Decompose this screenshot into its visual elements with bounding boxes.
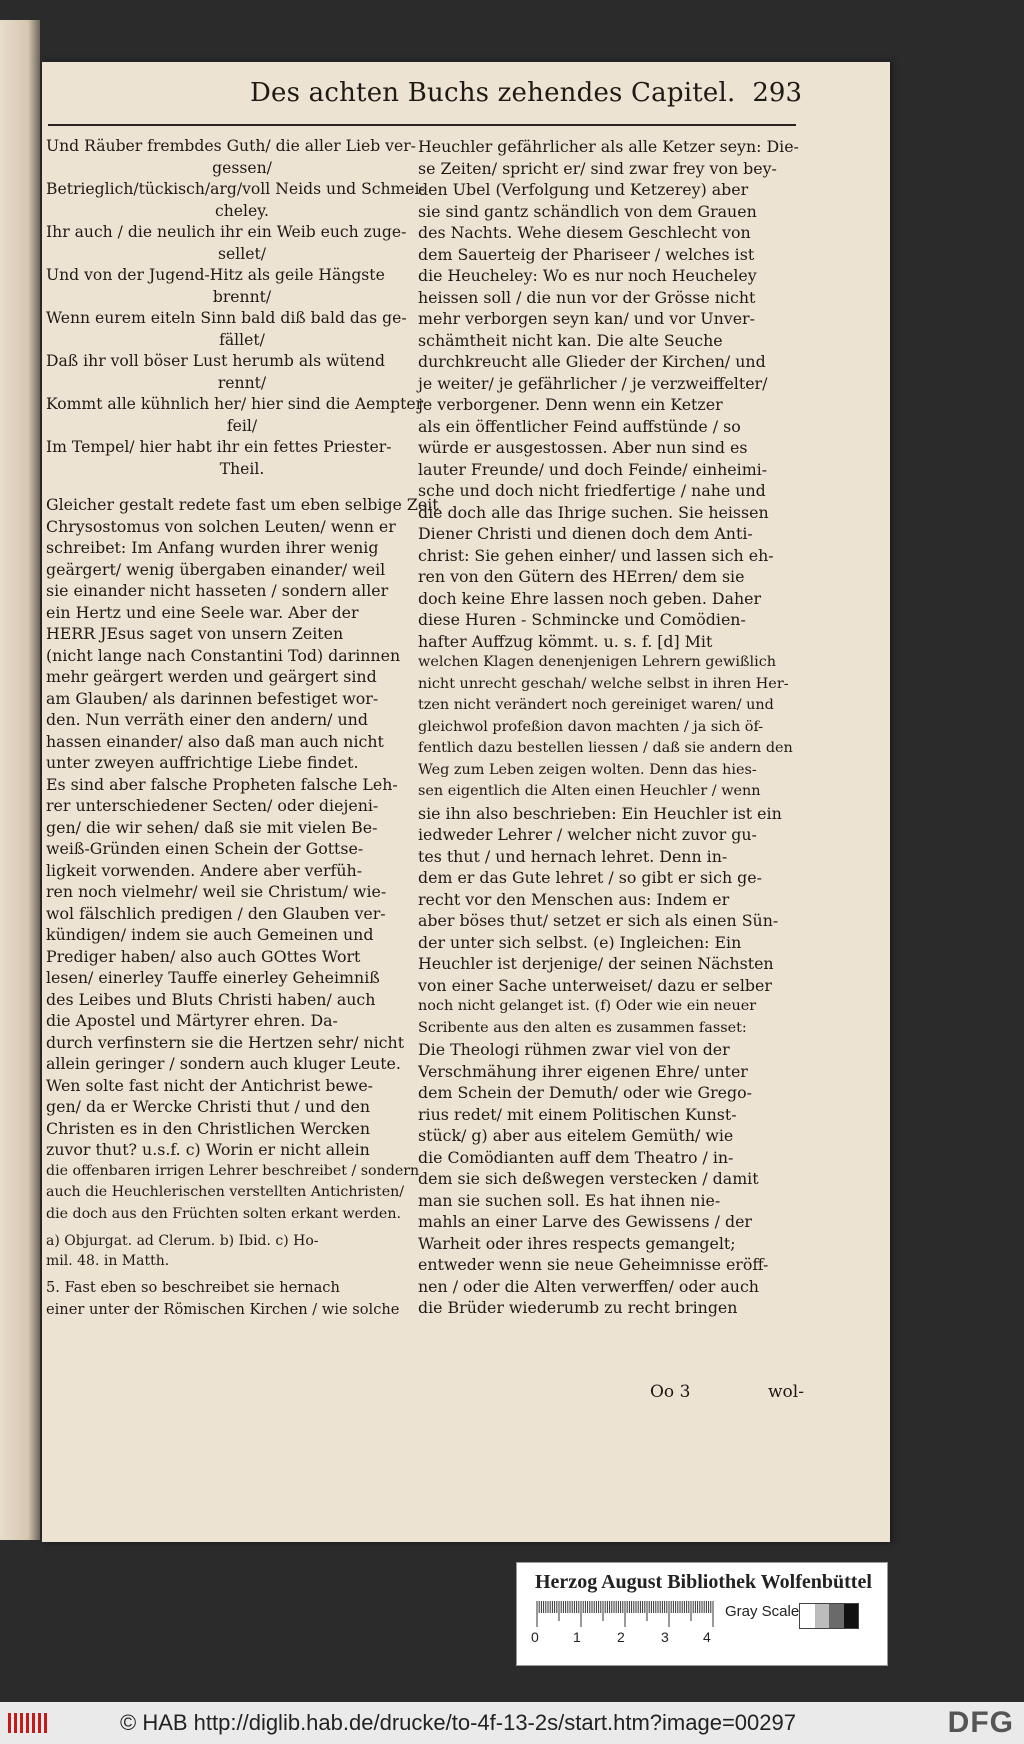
verse-line: Kommt alle kühnlich her/ hier sind die Aempter	[46, 395, 424, 413]
left-column	[46, 136, 439, 1320]
ruler-number: 1	[573, 1629, 581, 1645]
text-line: ren noch vielmehr/ weil sie Christum/ wie-	[46, 882, 387, 901]
text-line: Diener Christi und dienen doch dem Anti-	[418, 524, 753, 543]
text-line: mehr verborgen seyn kan/ und vor Unver-	[418, 309, 755, 328]
text-line: ein Hertz und eine Seele war. Aber der	[46, 602, 359, 622]
text-line: gen/ die wir sehen/ daß sie mit vielen Be-	[46, 817, 378, 837]
footnotes	[46, 1231, 398, 1271]
text-line: rius redet/ mit einem Politischen Kunst-	[418, 1104, 737, 1124]
text-line: recht vor den Menschen aus: Indem er	[418, 889, 730, 909]
signature-mark: Oo 3	[650, 1382, 691, 1402]
verse-block	[46, 136, 425, 480]
text-line: den. Nun verräth einer den andern/ und	[46, 710, 368, 729]
text-line: doch keine Ehre lassen noch geben. Daher	[418, 588, 762, 608]
catchword: wol-	[768, 1382, 804, 1402]
text-line: se Zeiten/ spricht er/ sind zwar frey von bey-	[418, 158, 777, 178]
text-line: des Nachts. Wehe diesem Geschlecht von	[418, 223, 751, 242]
text-line: tzen nicht verändert noch gereiniget waren/ und	[418, 697, 774, 713]
text-line: des Leibes und Bluts Christi haben/ auch	[46, 989, 376, 1009]
ruler-numbers	[531, 1629, 721, 1649]
ruler-number: 0	[531, 1629, 539, 1645]
text-line: schämtheit nicht kan. Die alte Seuche	[418, 330, 723, 350]
verse-line: Ihr auch / die neulich ihr ein Weib euch zuge-	[46, 223, 407, 241]
verse-line: Betrieglich/tückisch/arg/voll Neids und Schmei-	[46, 180, 425, 198]
right-column	[418, 136, 799, 1319]
text-line: hafter Auffzug kömmt. u. s. f. [d] Mit	[418, 631, 713, 651]
text-line: gleichwol profeßion davon machten / ja sich öf-	[418, 718, 764, 735]
text-line: die doch alle das Ihrige suchen. Sie heissen	[418, 502, 769, 522]
text-line: die Comödianten auff dem Theatro / in-	[418, 1147, 734, 1167]
library-label	[516, 1562, 888, 1666]
header-rule	[48, 124, 796, 126]
text-line: sche und doch nicht friedfertige / nahe und	[418, 481, 766, 500]
verse-line: Im Tempel/ hier habt ihr ein fettes Priester-	[46, 438, 392, 456]
text-line: welchen Klagen denenjenigen Lehrern gewißlich	[418, 654, 777, 670]
page-number: 293	[752, 78, 802, 108]
footnote-line: a) Objurgat. ad Clerum. b) Ibid. c) Ho-	[46, 1233, 319, 1249]
text-line: lauter Freunde/ und doch Feinde/ einheimi-	[418, 459, 768, 479]
text-line: durchkreucht alle Glieder der Kirchen/ und	[418, 352, 766, 371]
hab-logo-icon	[6, 1710, 50, 1736]
text-line: allein geringer / sondern auch kluger Leute.	[46, 1054, 401, 1073]
text-line: Gleicher gestalt redete fast um eben selbige Zeit	[46, 495, 439, 514]
text-line: sie ihn also beschrieben: Ein Heuchler ist ein	[418, 803, 782, 823]
text-line: Heuchler ist derjenige/ der seinen Nächsten	[418, 954, 774, 973]
text-line: (nicht lange nach Constantini Tod) darinnen	[46, 645, 401, 665]
text-line: je verborgener. Denn wenn ein Ketzer	[418, 395, 723, 414]
verse-line: Und von der Jugend-Hitz als geile Hängste	[46, 266, 385, 284]
gray-scale-swatch	[799, 1603, 859, 1629]
text-line: iedweder Lehrer / welcher nicht zuvor gu-	[418, 825, 757, 844]
dfg-logo: DFG	[947, 1706, 1014, 1739]
text-line: noch nicht gelanget ist. (f) Oder wie ein neuer	[418, 998, 757, 1014]
text-line: nicht unrecht geschah/ welche selbst in ihren Her-	[418, 675, 789, 692]
text-line: lesen/ einerley Tauffe einerley Geheimniß	[46, 968, 380, 987]
text-line: Heuchler gefährlicher als alle Ketzer seyn: Die-	[418, 137, 799, 156]
text-line: Es sind aber falsche Propheten falsche Leh-	[46, 774, 398, 794]
text-line: als ein öffentlicher Feind auffstünde / so	[418, 416, 741, 436]
text-line: HERR JEsus saget von unsern Zeiten	[46, 624, 344, 643]
gray-scale-label: Gray Scale	[725, 1603, 800, 1620]
verse-line: Daß ihr voll böser Lust herumb als wütend	[46, 352, 386, 370]
page-header	[210, 72, 810, 112]
verse-continuation: Theil.	[219, 459, 265, 478]
text-line: christ: Sie gehen einher/ und lassen sich eh-	[418, 545, 774, 565]
verse-continuation: sellet/	[218, 244, 266, 263]
text-line: ren von den Gütern des HErren/ dem sie	[418, 567, 745, 586]
verse-continuation: brennt/	[212, 287, 272, 306]
text-line: zuvor thut? u.s.f. c) Worin er nicht allein	[46, 1140, 370, 1159]
text-line: Warheit oder ihres respects gemangelt;	[418, 1233, 736, 1253]
text-line: die Apostel und Märtyrer ehren. Da-	[46, 1011, 338, 1030]
text-line: rer unterschiedener Secten/ oder diejeni-	[46, 796, 379, 815]
text-line: mahls an einer Larve des Gewissens / der	[418, 1212, 752, 1231]
text-line: stück/ g) aber aus eitelem Gemüth/ wie	[418, 1126, 734, 1145]
text-line: mehr geärgert werden und geärgert sind	[46, 667, 377, 686]
text-line: dem er das Gute lehret / so gibt er sich ge-	[418, 868, 762, 887]
text-line: tes thut / und hernach lehret. Denn in-	[418, 846, 728, 866]
verse-continuation: rennt/	[217, 373, 267, 392]
verse-continuation: feil/	[226, 416, 258, 435]
text-line: Chrysostomus von solchen Leuten/ wenn er	[46, 516, 396, 536]
text-line: aber böses thut/ setzet er sich als einen Sün-	[418, 911, 779, 930]
copyright-url[interactable]: © HAB http://diglib.hab.de/drucke/to-4f-13-2s/start.htm?image=00297	[120, 1710, 796, 1735]
text-line: man sie suchen soll. Es hat ihnen nie-	[418, 1190, 721, 1210]
ruler-number: 3	[661, 1629, 669, 1645]
text-line: am Glauben/ als darinnen befestiget wor-	[46, 688, 379, 708]
ruler-scale	[535, 1601, 715, 1629]
text-line: gen/ da er Wercke Christi thut / und den	[46, 1097, 371, 1116]
text-line: kündigen/ indem sie auch Gemeinen und	[46, 925, 374, 944]
verse-line: Und Räuber frembdes Guth/ die aller Lieb ver-	[46, 137, 416, 155]
text-line: je weiter/ je gefährlicher / je verzweiffelter/	[418, 373, 768, 393]
text-line: Prediger haben/ also auch GOttes Wort	[46, 946, 361, 966]
ruler-number: 2	[617, 1629, 625, 1645]
text-line: diese Huren - Schmincke und Comödien-	[418, 610, 746, 629]
text-line: nen / oder die Alten verwerffen/ oder auch	[418, 1276, 759, 1296]
text-line: dem sie sich deßwegen verstecken / damit	[418, 1169, 759, 1188]
text-line: dem Schein der Demuth/ oder wie Grego-	[418, 1083, 752, 1102]
verse-line: Wenn eurem eiteln Sinn bald diß bald das ge-	[46, 309, 407, 327]
text-line: 5. Fast eben so beschreibet sie hernach	[46, 1279, 340, 1296]
text-line: wol fälschlich predigen / den Glauben ver-	[46, 903, 386, 923]
text-line: durch verfinstern sie die Hertzen sehr/ nicht	[46, 1032, 405, 1052]
text-line: Verschmähung ihrer eigenen Ehre/ unter	[418, 1061, 748, 1081]
footnote-line: mil. 48. in Matth.	[46, 1253, 170, 1269]
text-line: sie sind gantz schändlich von dem Grauen	[418, 201, 757, 221]
text-line: schreibet: Im Anfang wurden ihrer wenig	[46, 538, 379, 557]
text-line: Weg zum Leben zeigen wolten. Denn das hies-	[418, 761, 757, 778]
text-line: heissen soll / die nun vor der Grösse nicht	[418, 287, 756, 307]
text-line: den Ubel (Verfolgung und Ketzerey) aber	[418, 180, 749, 199]
text-line: sen eigentlich die Alten einen Heuchler / wenn	[418, 783, 761, 799]
ruler-number: 4	[703, 1629, 711, 1645]
text-line: würde er ausgestossen. Aber nun sind es	[418, 438, 748, 457]
book-edge	[0, 20, 40, 1540]
text-line: Christen es in den Christlichen Wercken	[46, 1118, 371, 1138]
text-line: entweder wenn sie neue Geheimnisse eröff-	[418, 1255, 769, 1274]
text-line: auch die Heuchlerischen verstellten Antichristen/	[46, 1184, 405, 1200]
text-line: geärgert/ wenig übergaben einander/ weil	[46, 559, 386, 579]
text-line: fentlich dazu bestellen liessen / daß sie andern den	[418, 740, 793, 756]
verse-continuation: cheley.	[215, 201, 269, 220]
text-line: Die Theologi rühmen zwar viel von der	[418, 1040, 730, 1059]
text-line: Scribente aus den alten es zusammen fasset:	[418, 1019, 747, 1036]
section-start	[46, 1277, 398, 1320]
text-line: hassen einander/ also daß man auch nicht	[46, 731, 384, 751]
text-line: ligkeit vorwenden. Andere aber verfüh-	[46, 860, 363, 880]
library-name: Herzog August Bibliothek Wolfenbüttel	[535, 1571, 872, 1593]
text-line: einer unter der Römischen Kirchen / wie solche	[46, 1300, 400, 1318]
footer-bar	[0, 1702, 1024, 1744]
prose-paragraph	[46, 494, 439, 1225]
verse-continuation: gessen/	[212, 158, 272, 177]
text-line: unter zweyen auffrichtige Liebe findet.	[46, 753, 359, 772]
text-line: von einer Sache unterweiset/ dazu er selber	[418, 975, 772, 995]
text-line: Wen solte fast nicht der Antichrist bewe-	[46, 1075, 374, 1095]
text-line: weiß-Gründen einen Schein der Gottse-	[46, 839, 364, 858]
running-title: Des achten Buchs zehendes Capitel.	[250, 78, 736, 108]
text-line: sie einander nicht hasseten / sondern aller	[46, 581, 389, 600]
text-line: der unter sich selbst. (e) Ingleichen: Ein	[418, 932, 742, 952]
text-line: die doch aus den Früchten solten erkant werden.	[46, 1205, 401, 1222]
text-line: die Heucheley: Wo es nur noch Heucheley	[418, 266, 757, 285]
text-line: die offenbaren irrigen Lehrer beschreibet / sondern	[46, 1162, 420, 1179]
text-line: die Brüder wiederumb zu recht bringen	[418, 1298, 738, 1317]
verse-continuation: fället/	[219, 330, 265, 349]
text-line: dem Sauerteig der Phariseer / welches ist	[418, 244, 755, 264]
